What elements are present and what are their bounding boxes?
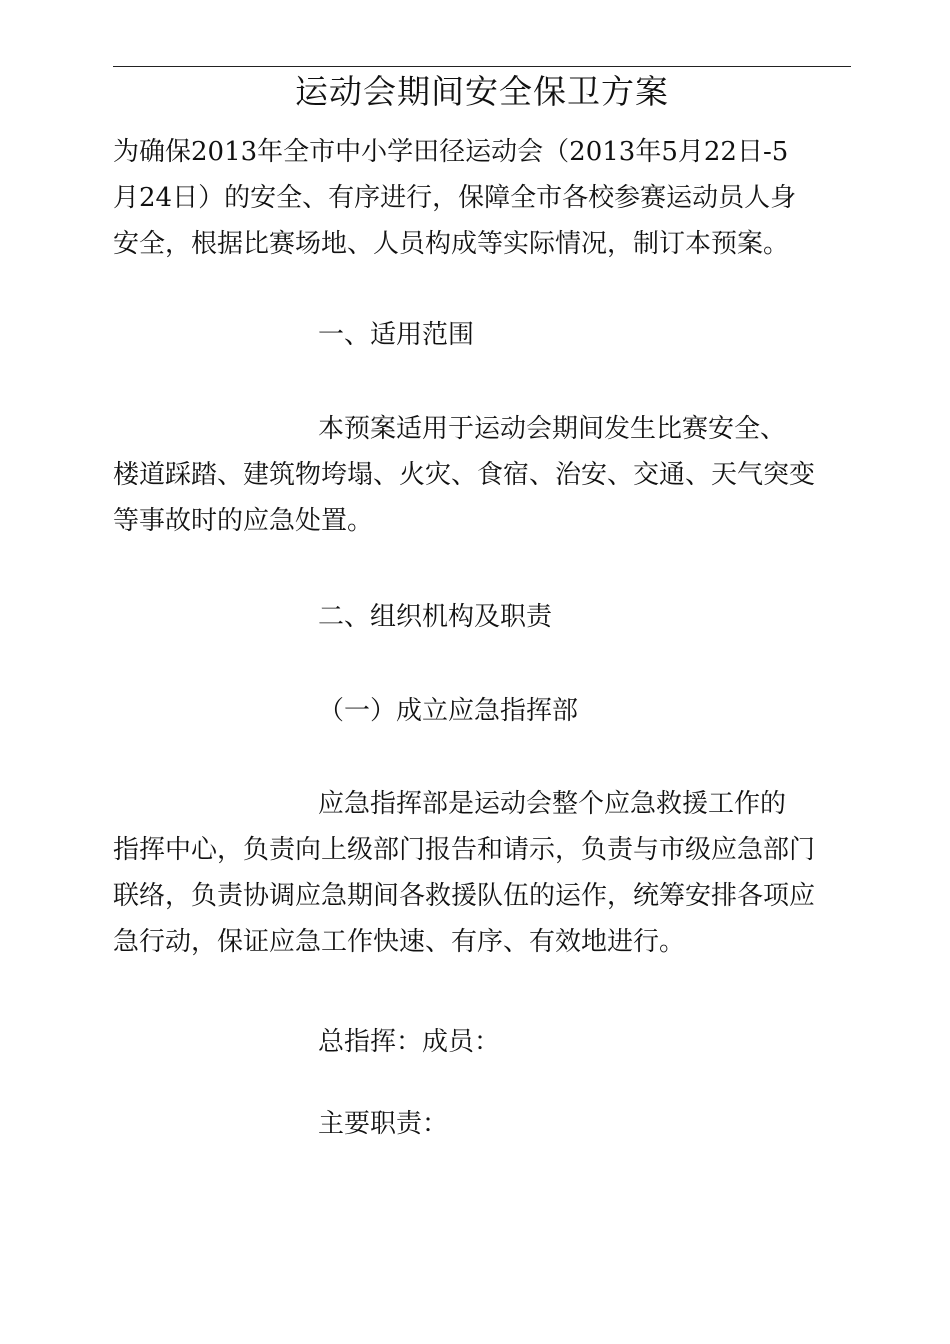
intro-line-3: 安全，根据比赛场地、人员构成等实际情况，制订本预案。 bbox=[113, 229, 790, 259]
subsection-1-line-3: 联络，负责协调应急期间各救援队伍的运作，统筹安排各项应 bbox=[113, 881, 816, 911]
subsection-1-heading: （一）成立应急指挥部 bbox=[318, 696, 579, 726]
section-1-paragraph bbox=[113, 406, 851, 544]
section-1-heading: 一、适用范围 bbox=[318, 320, 475, 350]
section-2-heading: 二、组织机构及职责 bbox=[318, 602, 553, 632]
section-1-line-2: 楼道踩踏、建筑物垮塌、火灾、食宿、治安、交通、天气突变 bbox=[113, 460, 816, 490]
intro-line-1: 为确保2013年全市中小学田径运动会（2013年5月22日-5 bbox=[113, 137, 789, 167]
document-title: 运动会期间安全保卫方案 bbox=[295, 72, 669, 111]
subsection-1-paragraph bbox=[113, 781, 851, 965]
section-1-line-1: 本预案适用于运动会期间发生比赛安全、 bbox=[318, 414, 787, 444]
subsection-1-line-1: 应急指挥部是运动会整个应急救援工作的 bbox=[318, 789, 787, 819]
intro-paragraph bbox=[113, 129, 851, 267]
subsection-1-line-4: 急行动，保证应急工作快速、有序、有效地进行。 bbox=[113, 927, 686, 957]
main-duties-line: 主要职责： bbox=[318, 1109, 449, 1139]
subsection-1-line-2: 指挥中心，负责向上级部门报告和请示，负责与市级应急部门 bbox=[113, 835, 816, 865]
section-1-line-3: 等事故时的应急处置。 bbox=[113, 506, 374, 536]
intro-line-2: 月24日）的安全、有序进行，保障全市各校参赛运动员人身 bbox=[113, 183, 797, 213]
header-rule bbox=[113, 66, 851, 67]
commander-members-line: 总指挥：成员： bbox=[318, 1027, 501, 1057]
